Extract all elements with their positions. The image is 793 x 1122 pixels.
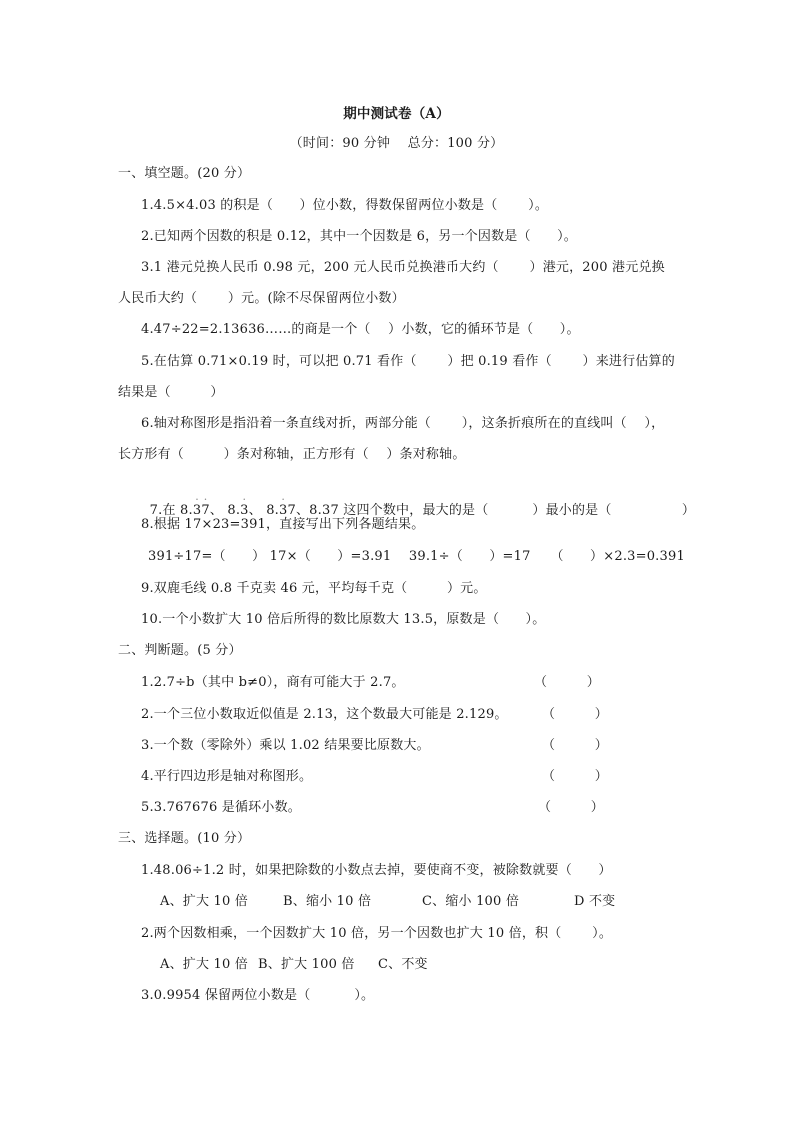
- question-fill-7: [141, 484, 695, 520]
- question-tf-3: 3.一个数（零除外）乘以 1.02 结果要比原数大。: [141, 738, 430, 753]
- question-fill-8: 8.根据 17×23=391，直接写出下列各题结果。: [141, 517, 425, 532]
- question-fill-6: 6.轴对称图形是指沿着一条直线对折，两部分能（ ），这条折痕所在的直线叫（ ），: [141, 416, 665, 431]
- question-fill-10: 10.一个小数扩大 10 倍后所得的数比原数大 13.5，原数是（ ）。: [141, 612, 546, 627]
- question-fill-6-cont: 长方形有（ ）条对称轴，正方形有（ ）条对称轴。: [118, 447, 466, 462]
- question-fill-9: 9.双鹿毛线 0.8 千克卖 46 元，平均每千克（ ）元。: [141, 581, 487, 596]
- question-tf-2: 2.一个三位小数取近似值是 2.13，这个数最大可能是 2.129。: [141, 707, 508, 722]
- option-mc-1-d[interactable]: D 不变: [574, 894, 616, 909]
- question-tf-4: 4.平行四边形是轴对称图形。: [141, 769, 313, 784]
- question-fill-7-suffix: 这四个数中，最大的是（ ）最小的是（ ）: [338, 503, 696, 518]
- option-mc-2-b[interactable]: B、扩大 100 倍: [258, 957, 355, 972]
- question-fill-4: 4.47÷22=2.13636……的商是一个（ ）小数，它的循环节是（ ）。: [141, 322, 580, 337]
- question-fill-3-cont: 人民币大约（ ）元。(除不尽保留两位小数）: [118, 291, 405, 306]
- option-mc-1-c[interactable]: C、缩小 100 倍: [422, 894, 520, 909]
- recurring-decimal-2: 8.· 3: [227, 503, 248, 518]
- question-fill-3: 3.1 港元兑换人民币 0.98 元，200 元人民币兑换港币大约（ ）港元，200 港元兑换: [141, 260, 665, 275]
- answer-box-tf-3[interactable]: （ ）: [542, 738, 609, 753]
- answer-box-tf-4[interactable]: （ ）: [542, 769, 609, 784]
- separator: 、: [248, 503, 267, 518]
- plain-decimal: 8.37: [309, 503, 339, 518]
- question-fill-8-subitems: 391÷17=（ ） 17×（ ）=3.91 39.1÷（ ）=17 （ ）×2.3=0.391: [148, 549, 685, 564]
- separator: 、: [295, 503, 310, 518]
- question-fill-1: 1.4.5×4.03 的积是（ ）位小数，得数保留两位小数是（ ）。: [141, 198, 549, 213]
- answer-box-tf-5[interactable]: （ ）: [538, 800, 605, 815]
- option-mc-2-a[interactable]: A、扩大 10 倍: [160, 957, 248, 972]
- recurring-decimal-1: 8.· 3· 7: [180, 503, 210, 518]
- answer-box-tf-2[interactable]: （ ）: [542, 707, 609, 722]
- question-mc-1: 1.48.06÷1.2 时，如果把除数的小数点去掉，要使商不变，被除数就要（ ）: [141, 863, 612, 878]
- question-fill-2: 2.已知两个因数的积是 0.12，其中一个因数是 6，另一个因数是（ ）。: [141, 229, 577, 244]
- question-mc-3: 3.0.9954 保留两位小数是（ ）。: [141, 988, 375, 1003]
- question-tf-1: 1.2.7÷b（其中 b≠0），商有可能大于 2.7。: [141, 675, 405, 690]
- recurring-decimal-3: 8.· 37: [266, 503, 296, 518]
- section-heading-true-false: 二、判断题。(5 分）: [118, 643, 242, 658]
- answer-box-tf-1[interactable]: （ ）: [534, 675, 601, 690]
- section-heading-fill-blank: 一、填空题。(20 分）: [118, 166, 251, 181]
- option-mc-2-c[interactable]: C、不变: [378, 957, 428, 972]
- question-fill-7-prefix: 7.在: [149, 503, 181, 518]
- question-fill-5: 5.在估算 0.71×0.19 时，可以把 0.71 看作（ ）把 0.19 看作（ ）来进行估算的: [141, 354, 675, 369]
- option-mc-1-b[interactable]: B、缩小 10 倍: [283, 894, 372, 909]
- question-mc-2: 2.两个因数相乘，一个因数扩大 10 倍，另一个因数也扩大 10 倍，积（ ）。: [141, 926, 613, 941]
- separator: 、: [209, 503, 228, 518]
- exam-info: （时间：90 分钟 总分：100 分）: [289, 136, 504, 151]
- option-mc-1-a[interactable]: A、扩大 10 倍: [160, 894, 248, 909]
- question-tf-5: 5.3.767676 是循环小数。: [141, 800, 301, 815]
- question-fill-5-cont: 结果是（ ）: [118, 385, 224, 400]
- section-heading-multiple-choice: 三、选择题。(10 分）: [118, 831, 251, 846]
- page-title: 期中测试卷（A）: [343, 106, 450, 122]
